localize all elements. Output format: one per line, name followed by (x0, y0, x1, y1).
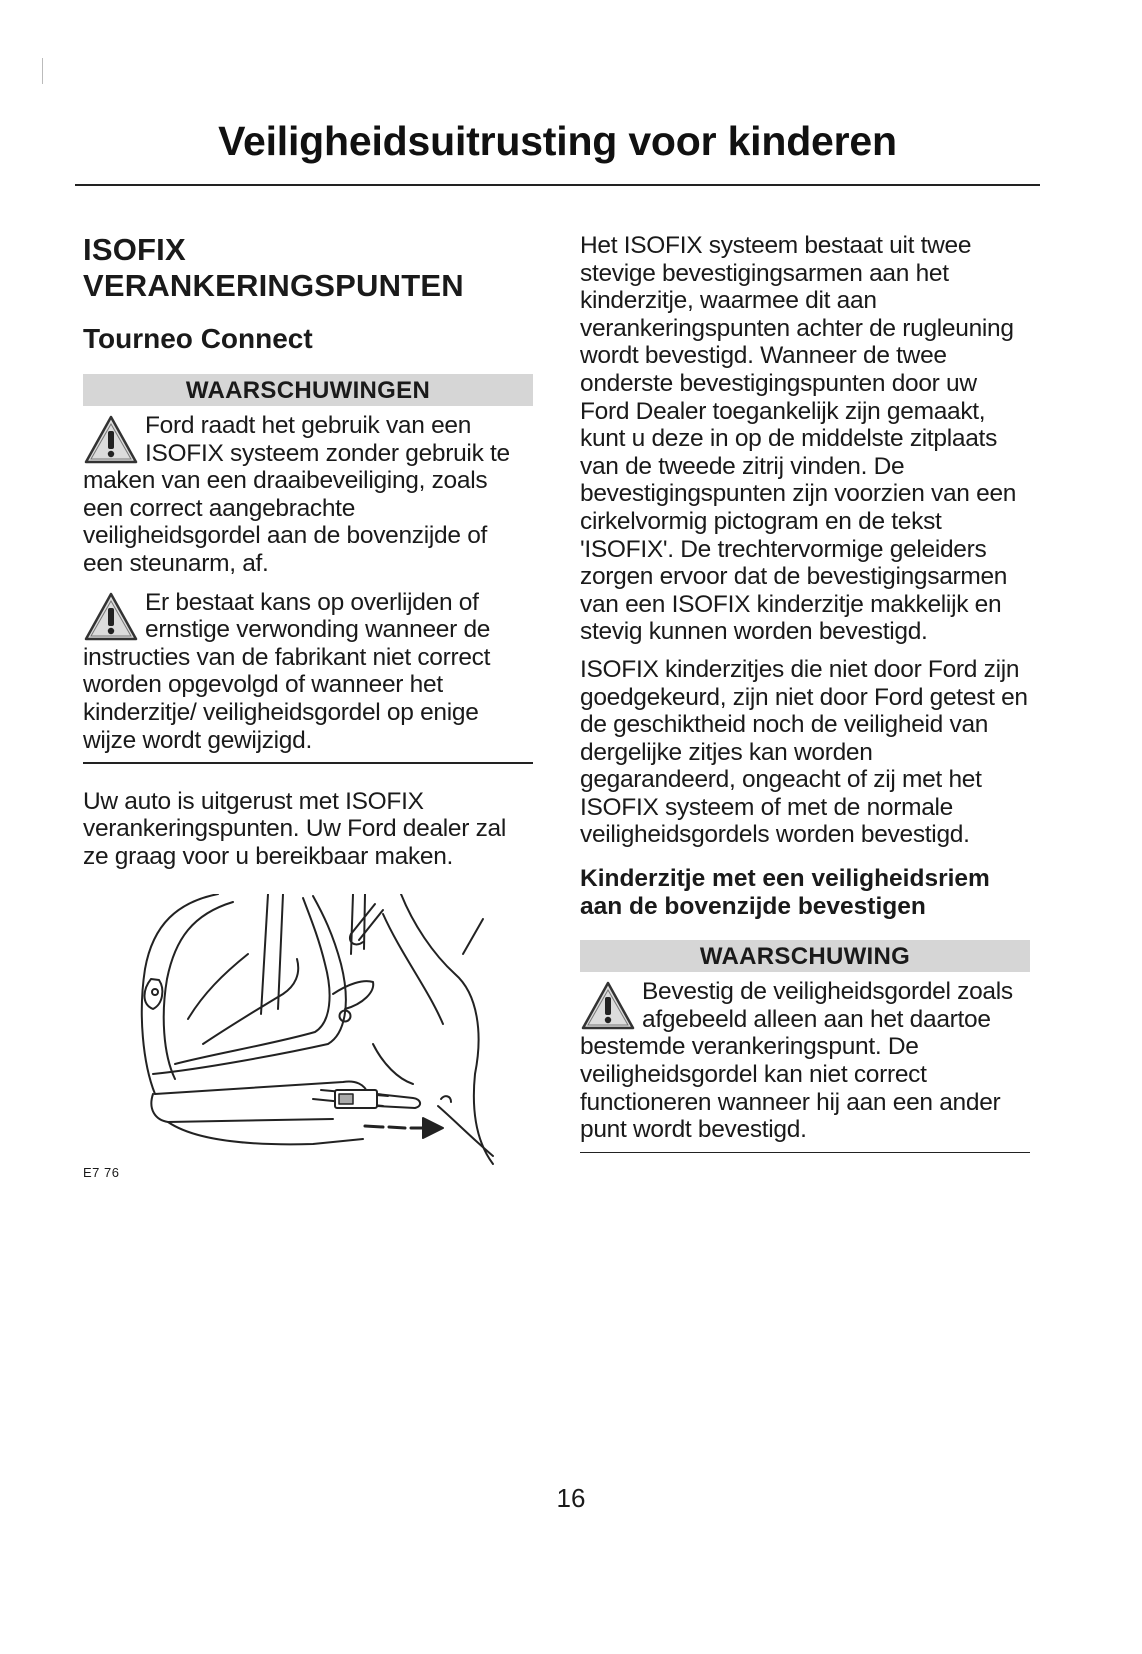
warning-triangle-icon (83, 414, 139, 466)
isofix-seat-illustration (83, 894, 533, 1184)
warning-item (83, 589, 533, 755)
left-column (83, 232, 533, 1184)
warning-end-rule (83, 762, 533, 764)
body-paragraph: ISOFIX kinderzitjes die niet door Ford zijn goedgekeurd, zijn niet door Ford getest en de geschiktheid noch de veiligheid van dergelijke zitjes kan worden gegarandeerd, ongeacht of zij met het ISOFIX systeem of met de normale veiligheidsgordels worden bevestigd. (580, 655, 1028, 849)
warning-item (580, 978, 1030, 1144)
instruction-subheading: Kinderzitje met een veiligheidsriem aan de bovenzijde bevestigen (580, 865, 990, 920)
figure-code: E7 76 (83, 1165, 120, 1181)
page-number: 16 (556, 1483, 586, 1513)
right-column (580, 232, 1030, 1153)
warning-header: WAARSCHUWING (580, 940, 1030, 972)
warning-triangle-icon (580, 980, 636, 1032)
body-paragraph: Het ISOFIX systeem bestaat uit twee stevige bevestigingsarmen aan het kinderzitje, waarmee dit aan verankeringspunten achter de rugleuning wordt bevestigd. Wanneer de twee onderste bevestigingspunten door uw Ford Dealer toegankelijk zijn gemaakt, kunt u deze in op de middelste zitplaats van de tweede zitrij vinden. De bevestigingspunten zijn voorzien van een cirkelvormig pictogram en de tekst 'ISOFIX'. De trechtervormige geleiders zorgen ervoor dat de bevestigingsarmen van een ISOFIX kinderzitje makkelijk en stevig kunnen worden bevestigd. (580, 232, 1017, 646)
warning-item (83, 412, 533, 578)
title-rule (75, 184, 1040, 186)
warning-text: Er bestaat kans op overlijden of ernstige verwonding wanneer de instructies van de fabrikant niet correct worden opgevolgd of wanneer het kinderzitje/ veiligheidsgordel op enige wijze wordt gewijzigd. (83, 588, 491, 754)
warnings-header: WAARSCHUWINGEN (83, 374, 533, 406)
model-subheading: Tourneo Connect (83, 323, 313, 354)
warning-triangle-icon (83, 591, 139, 643)
body-paragraph: Uw auto is uitgerust met ISOFIX verankeringspunten. Uw Ford dealer zal ze graag voor u bereikbaar maken. (83, 787, 507, 870)
section-heading: ISOFIX VERANKERINGSPUNTEN (83, 232, 464, 303)
warning-text: Ford raadt het gebruik van een ISOFIX systeem zonder gebruik te maken van een draaibeveiliging, zoals een correct aangebrachte veiligheidsgordel aan de bovenzijde of een steunarm, af. (83, 412, 510, 577)
page-title: Veiligheidsuitrusting voor kinderen (218, 118, 897, 164)
warning-text: Bevestig de veiligheidsgordel zoals afgebeeld alleen aan het daartoe bestemde verankeringspunt. De veiligheidsgordel kan niet correct functioneren wanneer hij aan een ander punt wordt bevestigd. (580, 978, 1013, 1144)
crop-mark (42, 58, 43, 84)
warning-end-rule (580, 1152, 1030, 1154)
